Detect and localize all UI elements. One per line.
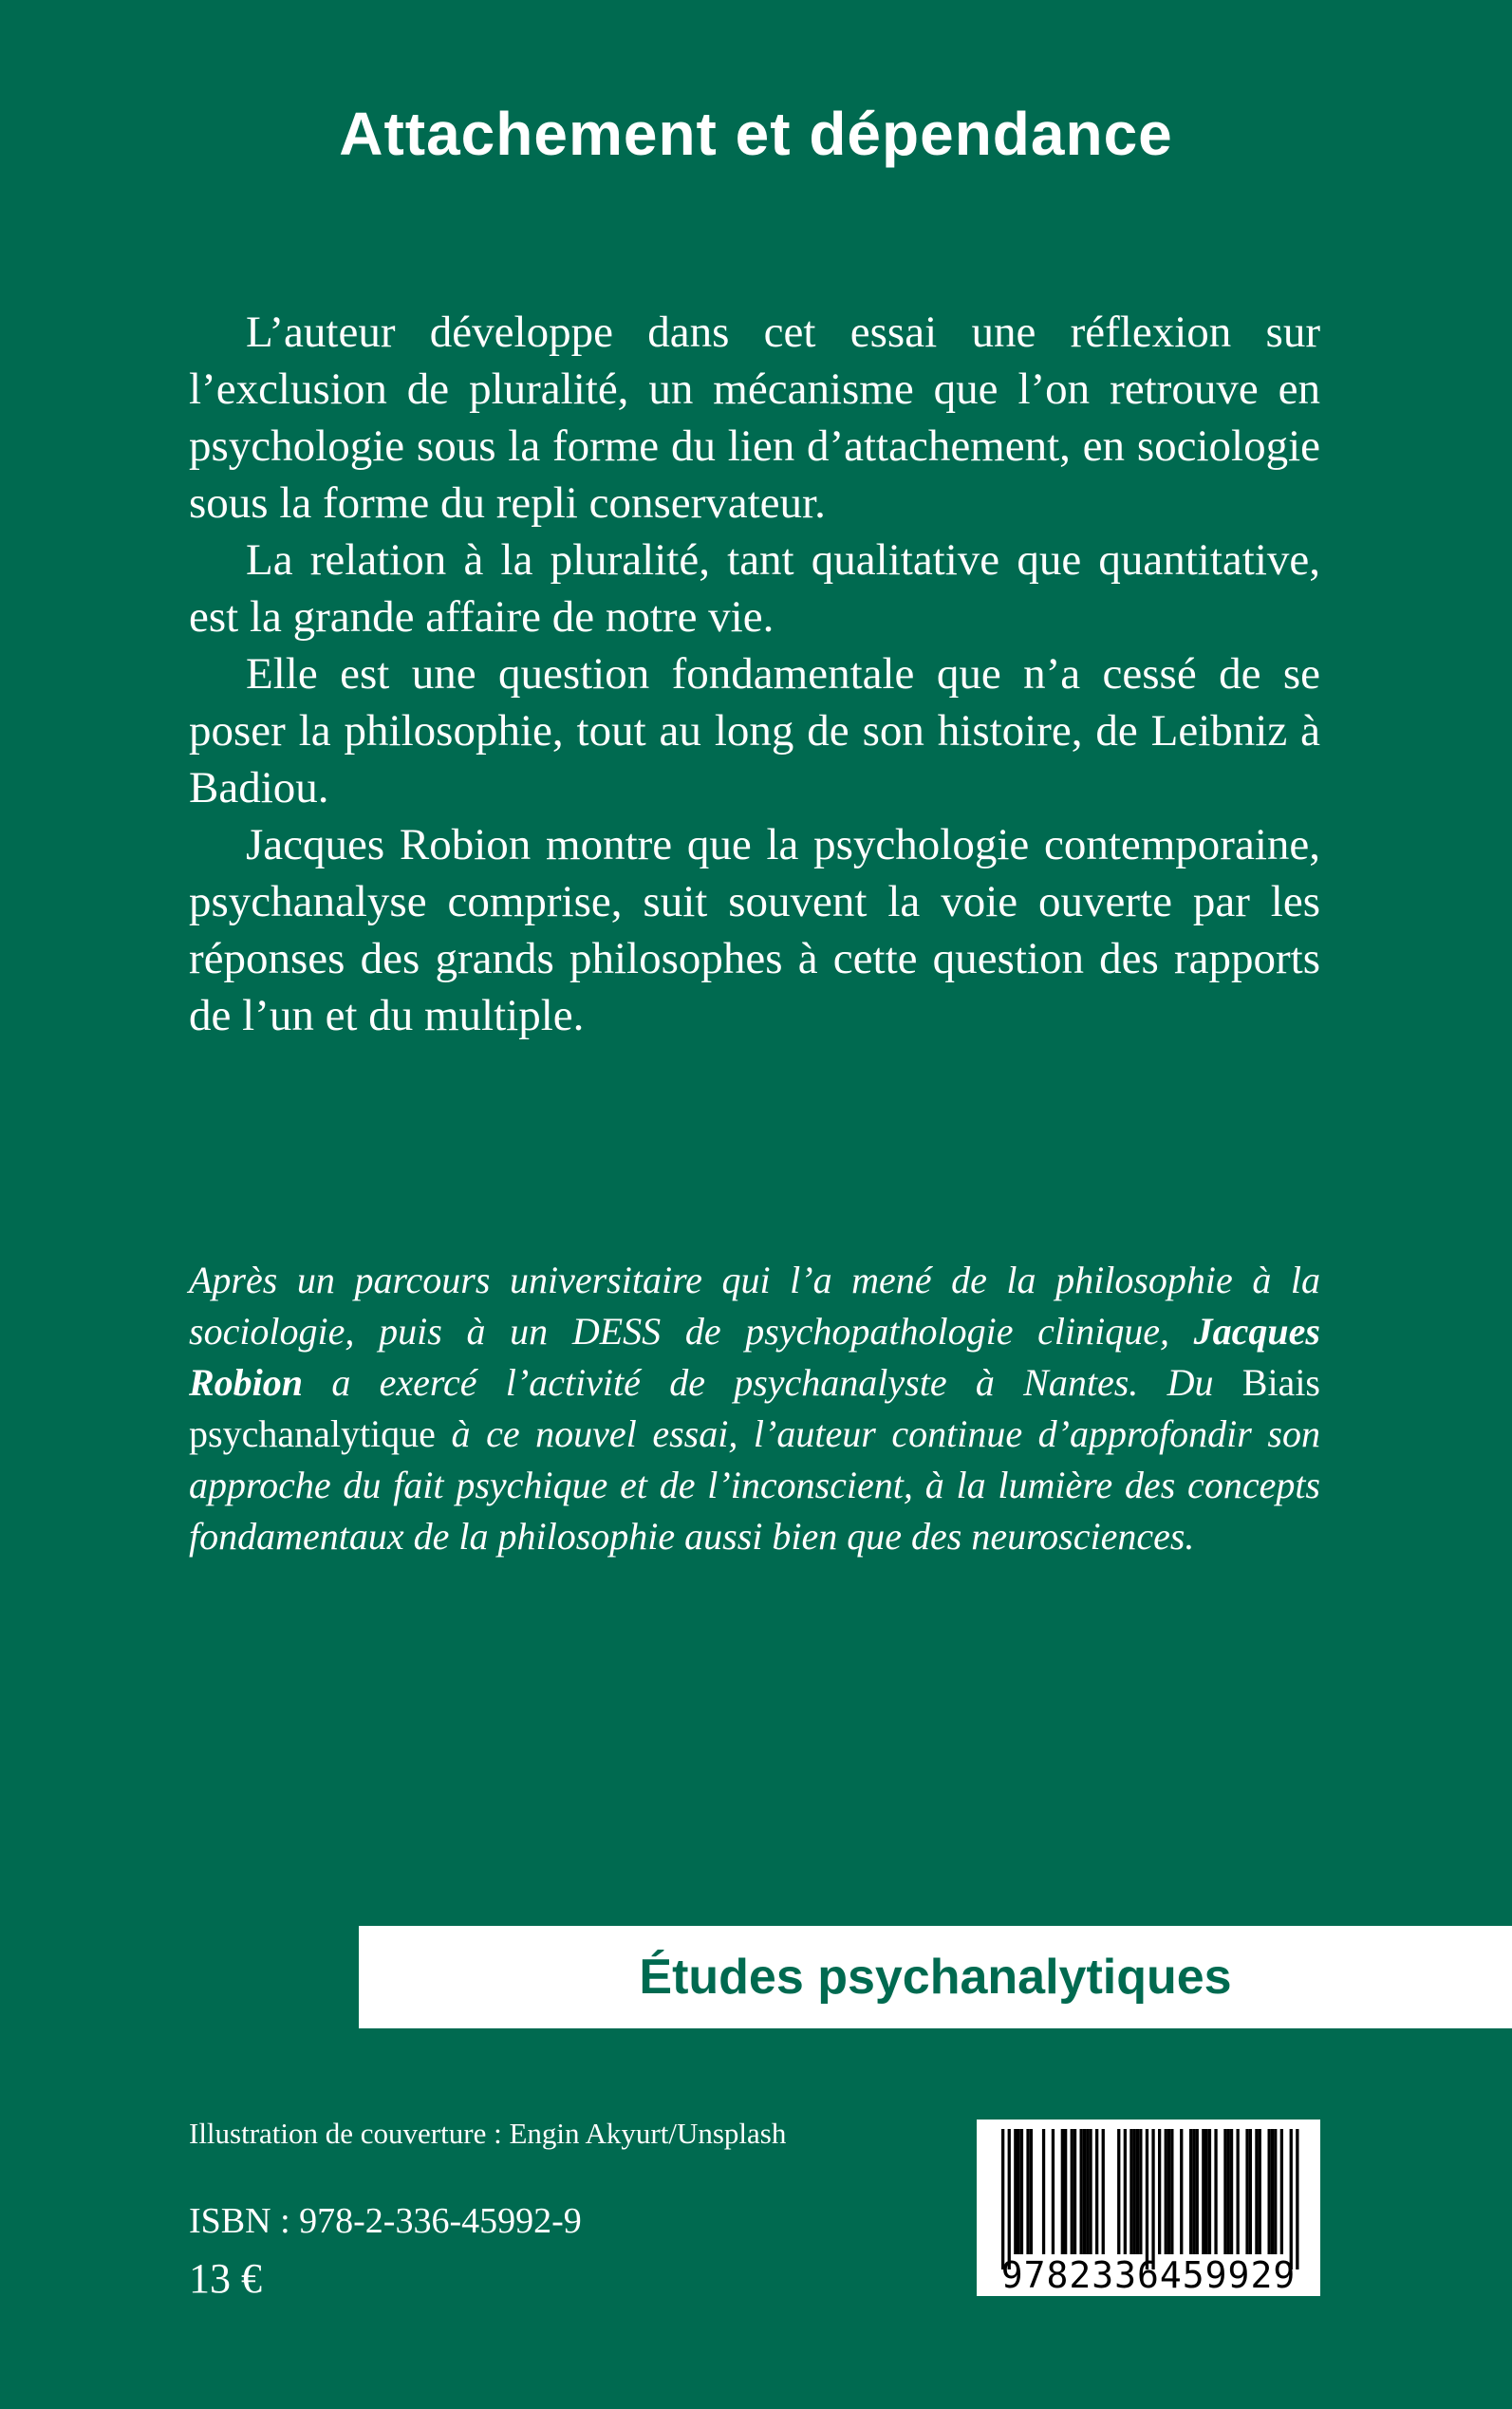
barcode-bar [1080,2129,1083,2254]
barcode-bar [1052,2129,1055,2254]
barcode-bar [1196,2129,1199,2254]
barcode-bar [1271,2129,1274,2254]
bio-text: à ce nouvel essai, l’auteur continue d’approfondir son approche du fait psychique et de l’inconscient, à la lumière des concepts fondamentaux de la philosophie aussi bien que des neurosciences. [189,1412,1320,1558]
barcode-bar [1223,2129,1226,2254]
barcode-bar [1205,2129,1208,2254]
barcode-bar [1230,2129,1233,2254]
summary-paragraph: La relation à la pluralité, tant qualitative que quantitative, est la grande affaire de notre vie. [189,535,1320,642]
barcode-bar [1165,2129,1167,2254]
barcode-bar [1249,2129,1252,2254]
barcode-bar [1008,2129,1011,2269]
barcode-bar [1083,2129,1086,2254]
barcode-bar [1237,2129,1240,2254]
barcode-bar [1255,2129,1258,2254]
summary-paragraph: Jacques Robion montre que la psychologie contemporaine, psychanalyse comprise, suit souvent la voie ouverte par les réponses des grands philosophes à cette question des rapports de l’un et du multiple. [189,820,1320,1040]
barcode-bar [1095,2129,1098,2254]
barcode-bar [1227,2129,1230,2254]
barcode-bar [1064,2129,1067,2254]
barcode-bar [1020,2129,1023,2254]
barcode-bar [1180,2129,1183,2254]
summary-paragraph: Elle est une question fondamentale que n’a cessé de se poser la philosophie, tout au long de son histoire, de Leibniz à Badiou. [189,649,1320,812]
barcode-bar [1102,2129,1105,2254]
barcode-bar [1296,2129,1298,2269]
barcode-bar [1146,2129,1148,2269]
barcode-bar [1124,2129,1127,2254]
isbn: ISBN : 978-2-336-45992-9 [189,2201,582,2241]
barcode-bar [1117,2129,1120,2254]
book-title: Attachement et dépendance [339,100,1173,168]
barcode-bar [1061,2129,1064,2254]
barcode-bar [1158,2129,1161,2254]
barcode-bar [1245,2129,1248,2254]
barcode-bar [1136,2129,1139,2254]
series-band [359,1926,1512,2028]
barcode-bar [1151,2129,1154,2269]
barcode-bar [1268,2129,1271,2254]
barcode-bar [1280,2129,1283,2254]
barcode [977,2120,1320,2296]
previous-book-title: Biais psychanalytique [189,1361,1320,1455]
barcode-bar [1014,2129,1017,2254]
summary-paragraph: L’auteur développe dans cet essai une réflexion sur l’exclusion de pluralité, un mécanisme que l’on retrouve en psychologie sous la forme du lien d’attachement, en sociologie sous la forme du repli conservateur. [189,308,1320,528]
barcode-bar [1001,2129,1004,2269]
barcode-bar [1208,2129,1211,2254]
price: 13 € [189,2255,262,2302]
author-name: Jacques Robion [189,1310,1320,1404]
barcode-bar [1086,2129,1089,2254]
barcode-bar [1139,2129,1142,2254]
barcode-bar [1167,2129,1170,2254]
barcode-bar [1290,2129,1293,2269]
barcode-bar [1042,2129,1045,2254]
barcode-bar [1202,2129,1204,2254]
barcode-bar [1089,2129,1092,2254]
barcode-bar [1274,2129,1277,2254]
barcode-bar [1189,2129,1192,2254]
bio-text: a exercé l’activité de psychanalyste à Nantes. Du [303,1361,1242,1404]
barcode-bar [1071,2129,1073,2254]
barcode-bar [1259,2129,1261,2254]
barcode-bar [1133,2129,1136,2254]
barcode-bar [1026,2129,1029,2254]
barcode-bar [1030,2129,1033,2254]
barcode-bar [1192,2129,1195,2254]
illustration-credit: Illustration de couverture : Engin Akyurt/Unsplash [189,2117,787,2150]
bio-text: Après un parcours universitaire qui l’a mené de la philosophie à la sociologie, puis à un DESS de psychopathologie clinique, [189,1259,1320,1353]
barcode-bar [1170,2129,1173,2254]
author-bio [189,1255,1320,1562]
series-name: Études psychanalytiques [639,1950,1232,2005]
barcode-digits: 9782336459929 [1000,2254,1297,2296]
barcode-bar [1017,2129,1020,2254]
barcode-bar [1214,2129,1217,2254]
barcode-bar [1073,2129,1076,2254]
barcode-bar [1129,2129,1132,2254]
summary-text [189,304,1320,1044]
